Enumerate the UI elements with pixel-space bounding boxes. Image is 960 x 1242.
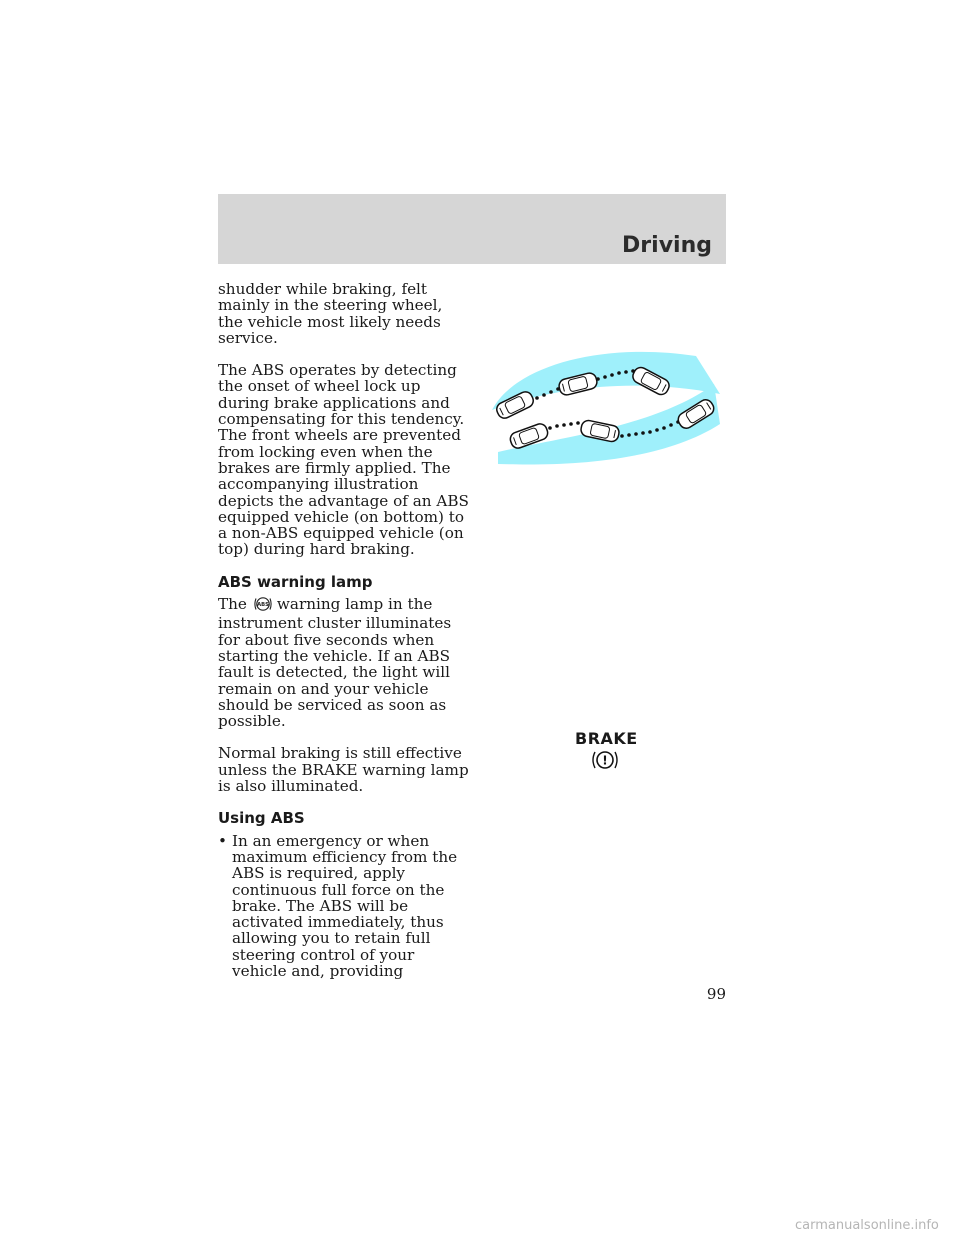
abs-illustration — [488, 338, 720, 470]
brake-lamp-label: BRAKE — [575, 729, 638, 748]
list-item — [218, 833, 470, 980]
warning-lamp-rest: warning lamp in the instrument cluster illuminates for about five seconds when starting the vehicle. If an ABS fault is detected, the light will remain on and your vehicle should be serviced as soon as possible. — [218, 595, 452, 731]
brake-lamp-symbol-icon — [588, 748, 622, 772]
text-column — [218, 281, 470, 979]
paragraph-normal-braking: Normal braking is still effective unless the BRAKE warning lamp is also illuminated. — [218, 744, 469, 796]
paragraph-abs-operation: The ABS operates by detecting the onset of wheel lock up during brake applications and compensating for this tendency. The front wheels are prevented from locking even when the brakes are firmly applied. The accompanying illustration depicts the advantage of an ABS equipped vehicle (on bottom) to a non-ABS equipped vehicle (on top) during hard braking. — [218, 361, 469, 559]
brake-lamp-exclamation: ! — [602, 753, 608, 768]
brake-warning-lamp — [575, 729, 638, 776]
paragraph-warning-lamp — [218, 596, 470, 729]
heading-abs-warning-lamp: ABS warning lamp — [218, 572, 373, 591]
abs-icon-label: ABS — [257, 602, 269, 609]
paragraph-continued: shudder while braking, felt mainly in the steering wheel, the vehicle most likely needs service. — [218, 280, 443, 347]
bullet-dot: • — [218, 831, 227, 850]
road-illustration-svg — [488, 338, 720, 466]
abs-warning-icon — [253, 596, 273, 615]
heading-using-abs: Using ABS — [218, 809, 305, 828]
header-band — [218, 194, 726, 264]
watermark: carmanualsonline.info — [795, 1218, 939, 1233]
warning-lamp-lead: The — [218, 595, 247, 614]
bullet-text: In an emergency or when maximum efficiency from the ABS is required, apply continuous full force on the brake. The ABS will be activated immediately, thus allowing you to retain full steering control of your vehicle and, providing — [232, 831, 458, 980]
page-number: 99 — [706, 985, 726, 1003]
section-title: Driving — [622, 233, 712, 258]
